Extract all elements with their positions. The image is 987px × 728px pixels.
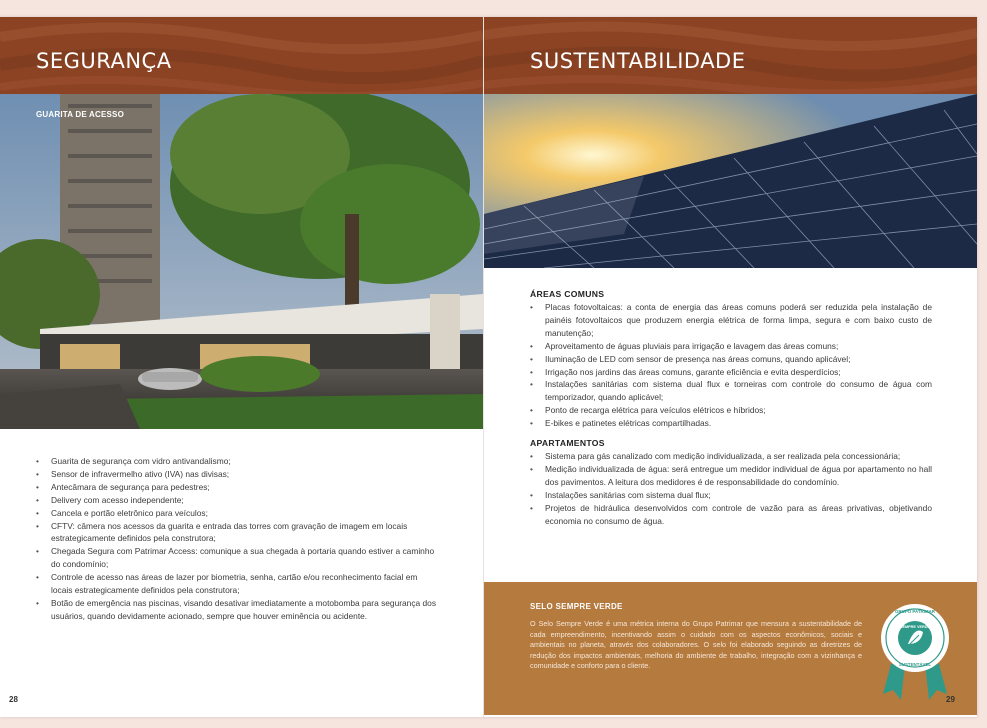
list-item: • Chegada Segura com Patrimar Access: comunique a sua chegada à portaria quando estiver a caminho do condomínio;: [36, 545, 436, 571]
list-item: • Guarita de segurança com vidro antivandalismo;: [36, 455, 436, 468]
apartamentos-title: APARTAMENTOS: [530, 438, 605, 448]
right-page: [484, 17, 977, 717]
right-banner: [484, 17, 977, 94]
page-number: 29: [946, 695, 955, 704]
areas-comuns-list: [530, 301, 932, 430]
photo-label: GUARITA DE ACESSO: [36, 110, 124, 119]
guarita-illustration: [0, 94, 483, 429]
apartamentos-list: [530, 450, 932, 527]
badge-middle-text: SEMPRE VERDE: [899, 625, 931, 629]
page-title: SEGURANÇA: [36, 49, 172, 73]
list-item: • Ponto de recarga elétrica para veículos elétricos e híbridos;: [530, 404, 932, 417]
brochure-spread: [0, 17, 977, 717]
list-item: • Controle de acesso nas áreas de lazer por biometria, senha, cartão e/ou reconhecimento facial em locais estrategicamente definidos pela construtora;: [36, 571, 436, 597]
sempre-verde-badge-icon: [879, 602, 951, 702]
guarita-photo: [0, 94, 483, 429]
list-item: • Instalações sanitárias com sistema dual flux e torneiras com controle do consumo de água com temporizador, quando aplicável;: [530, 378, 932, 404]
badge-bottom-text: SUSTENTÁVEL: [898, 662, 932, 667]
seguranca-list: [36, 455, 436, 623]
list-item: • Iluminação de LED com sensor de presença nas áreas comuns, quando aplicável;: [530, 353, 932, 366]
selo-description: O Selo Sempre Verde é uma métrica interna do Grupo Patrimar que mensura a sustentabilidade de cada empreendimento, incentivando assim o cuidado com os aspectos econômicos, sociais e ambientais no planeta, através dos colaboradores. O selo foi elaborado seguindo as diretrizes de redução dos impactos ambientais, melhoria do ambiente de trabalho, integração com a vizinhança e comunidade e conforto para o cliente.: [530, 619, 862, 671]
list-item: • Irrigação nos jardins das áreas comuns, garante eficiência e evita desperdícios;: [530, 366, 932, 379]
badge-top-text: GRUPO PATRIMAR: [895, 609, 935, 614]
list-item: • Sistema para gás canalizado com medição individualizada, a ser realizada pela concessionária;: [530, 450, 932, 463]
left-page: [0, 17, 484, 717]
list-item: • Placas fotovoltaicas: a conta de energia das áreas comuns poderá ser reduzida pela instalação de painéis fotovoltaicos que produzem energia elétrica de forma limpa, segura e com baixo custo de manutenção;: [530, 301, 932, 340]
solar-panels-illustration: [484, 94, 977, 268]
list-item: • Aproveitamento de águas pluviais para irrigação e lavagem das áreas comuns;: [530, 340, 932, 353]
page-number: 28: [9, 695, 18, 704]
left-banner: [0, 17, 483, 94]
list-item: • Antecâmara de segurança para pedestres;: [36, 481, 436, 494]
solar-panels-photo: [484, 94, 977, 268]
list-item: • E-bikes e patinetes elétricas compartilhadas.: [530, 417, 932, 430]
list-item: • Projetos de hidráulica desenvolvidos com controle de vazão para as áreas privativas, objetivando economia no consumo de água.: [530, 502, 932, 528]
list-item: • Instalações sanitárias com sistema dual flux;: [530, 489, 932, 502]
list-item: • Sensor de infravermelho ativo (IVA) nas divisas;: [36, 468, 436, 481]
selo-title: SELO SEMPRE VERDE: [530, 602, 623, 611]
list-item: • CFTV: câmera nos acessos da guarita e entrada das torres com gravação de imagem em locais estrategicamente definidos pela construtora;: [36, 520, 436, 546]
selo-sempre-verde-box: [484, 582, 977, 715]
page-title: SUSTENTABILIDADE: [530, 49, 746, 73]
list-item: • Botão de emergência nas piscinas, visando desativar imediatamente a motobomba para segurança dos usuários, quando devidamente acionado, sempre que houver eminência ou acidente.: [36, 597, 436, 623]
list-item: • Medição individualizada de água: será entregue um medidor individual de água por apartamento no hall dos pavimentos. A leitura dos medidores é de responsabilidade do condomínio.: [530, 463, 932, 489]
list-item: • Cancela e portão eletrônico para veículos;: [36, 507, 436, 520]
list-item: • Delivery com acesso independente;: [36, 494, 436, 507]
areas-comuns-title: ÁREAS COMUNS: [530, 289, 605, 299]
